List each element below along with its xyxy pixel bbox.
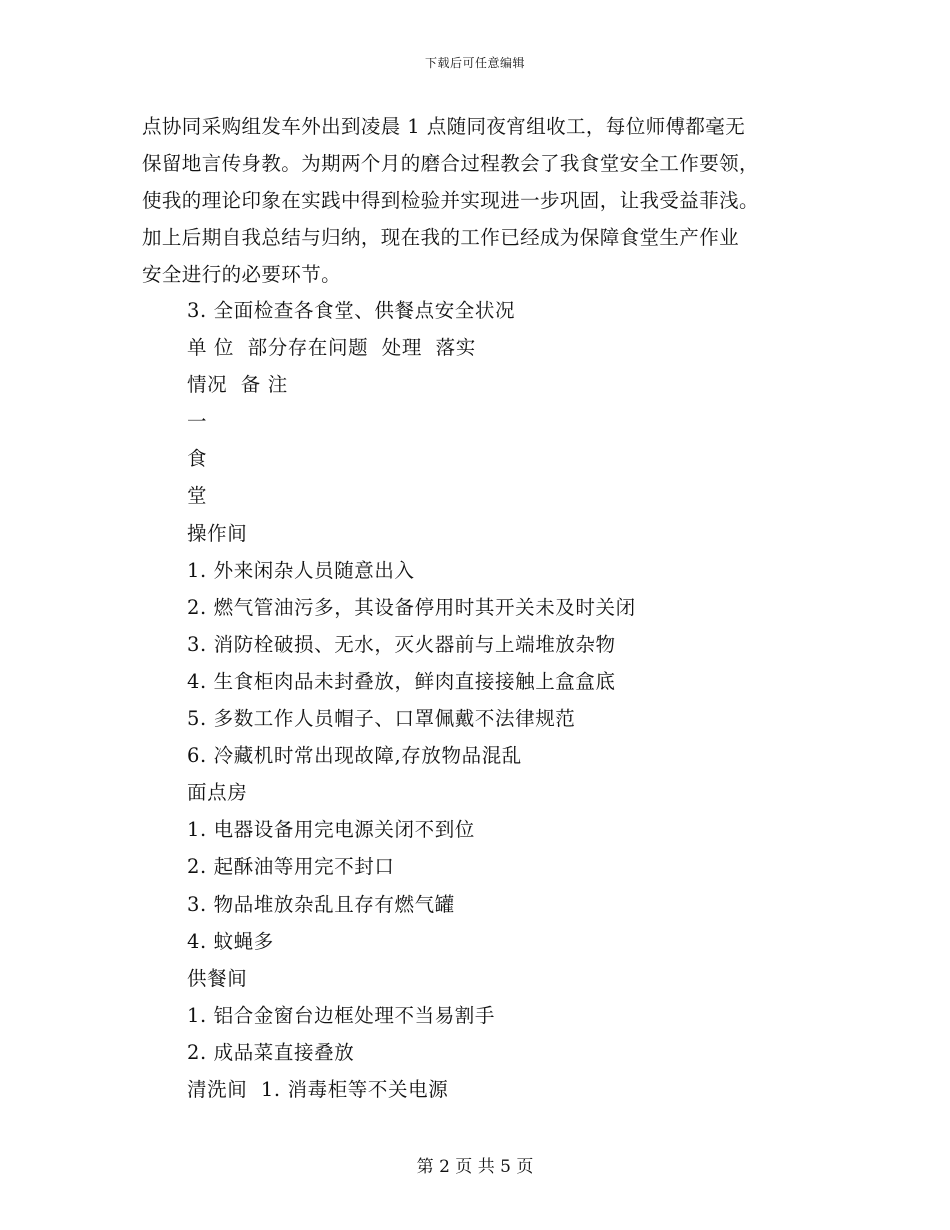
list-item: 2. 燃气管油污多，其设备停用时其开关未及时关闭 <box>187 595 636 619</box>
unit-label: 一 <box>187 410 208 434</box>
area-heading: 面点房 <box>187 781 248 805</box>
table-header-row: 情况 备 注 <box>187 373 288 397</box>
paragraph-line: 加上后期自我总结与归纳，现在我的工作已经成为保障食堂生产作业 <box>142 226 740 249</box>
area-heading: 操作间 <box>187 521 248 545</box>
list-item: 3. 消防栓破损、无水，灭火器前与上端堆放杂物 <box>187 632 616 656</box>
list-item: 1. 外来闲杂人员随意出入 <box>187 558 415 582</box>
unit-label: 堂 <box>187 484 208 508</box>
list-item: 4. 生食柜肉品未封叠放，鲜肉直接接触上盒盒底 <box>187 669 616 693</box>
list-item: 5. 多数工作人员帽子、口罩佩戴不法律规范 <box>187 707 576 731</box>
paragraph-line: 使我的理论印象在实践中得到检验并实现进一步巩固，让我受益菲浅。 <box>142 189 759 212</box>
paragraph-line: 保留地言传身教。为期两个月的磨合过程教会了我食堂安全工作要领， <box>142 152 759 175</box>
list-item: 6. 冷藏机时常出现故障,存放物品混乱 <box>187 744 522 768</box>
list-item: 3. 物品堆放杂乱且存有燃气罐 <box>187 892 455 916</box>
paragraph-line: 点协同采购组发车外出到凌晨 1 点随同夜宵组收工，每位师傅都毫无 <box>142 115 746 138</box>
section-heading: 3. 全面检查各食堂、供餐点安全状况 <box>187 299 516 322</box>
list-item: 1. 铝合金窗台边框处理不当易割手 <box>187 1003 496 1027</box>
list-item: 4. 蚊蝇多 <box>187 929 274 953</box>
paragraph-line: 安全进行的必要环节。 <box>142 263 342 286</box>
list-item: 清洗间 1. 消毒柜等不关电源 <box>187 1077 449 1101</box>
list-item: 2. 成品菜直接叠放 <box>187 1040 355 1064</box>
list-item: 2. 起酥油等用完不封口 <box>187 855 395 879</box>
unit-label: 食 <box>187 447 208 471</box>
page-header: 下载后可任意编辑 <box>424 56 525 70</box>
area-heading: 供餐间 <box>187 966 248 990</box>
table-header-row: 单 位 部分存在问题 处理 落实 <box>187 336 476 360</box>
list-item: 1. 电器设备用完电源关闭不到位 <box>187 818 475 842</box>
body-paragraph <box>142 108 822 293</box>
inspection-list <box>187 292 827 1108</box>
page-footer: 第 2 页 共 5 页 <box>416 1157 534 1177</box>
